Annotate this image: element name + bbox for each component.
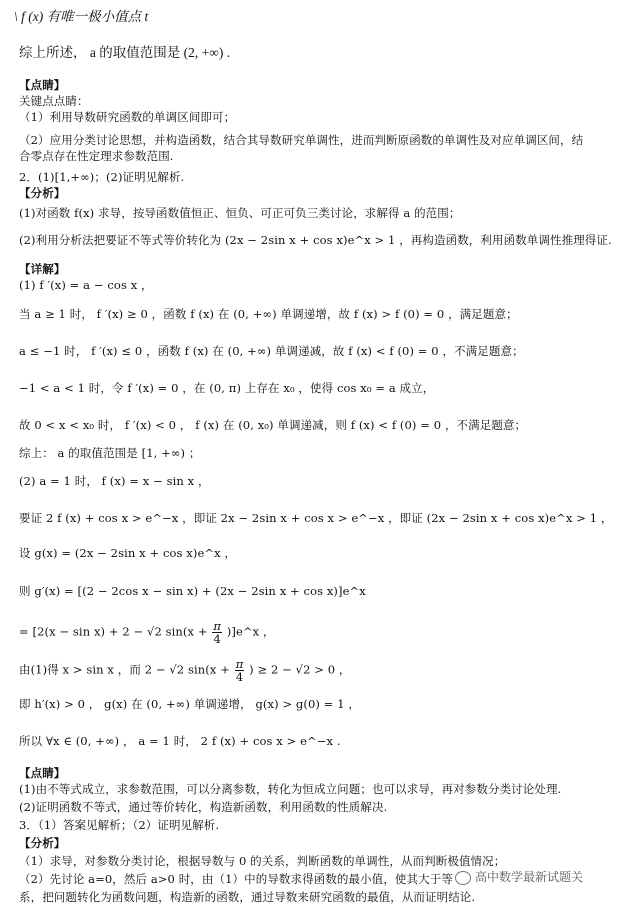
fraction-numerator: π [235, 657, 244, 671]
section-heading: 【点睛】 [19, 78, 66, 92]
equation-part: = [2(x − sin x) + 2 − √2 sin(x + [19, 624, 208, 639]
text-line: （2）应用分类讨论思想，并构造函数，结合其导数研究单调性，进而判断原函数的单调性及对应单调区间，结 [19, 133, 584, 147]
text-line: 当 a ≥ 1 时， f ′(x) ≥ 0 ，函数 f (x) 在 (0, +∞) 单调递增，故 f (x) > f (0) = 0 ，满足题意； [19, 307, 518, 321]
wechat-icon [455, 871, 471, 885]
text-line: 所以 ∀x ∈ (0, +∞) ， a = 1 时， 2 f (x) + cos x > e^−x . [19, 734, 341, 748]
question-answer: 3．（1）答案见解析；（2）证明见解析. [19, 818, 220, 832]
text-line: (2) a = 1 时， f (x) = x − sin x ， [19, 474, 210, 488]
text-line: 关键点点睛： [19, 94, 89, 108]
equation-part: ) ≥ 2 − √2 > 0 ， [249, 662, 351, 677]
section-heading: 【分析】 [19, 186, 66, 200]
text-line: 综上所述， a 的取值范围是 (2, +∞) . [19, 45, 231, 60]
fraction-numerator: π [213, 619, 222, 633]
fraction [212, 620, 222, 645]
text-line: \ f (x) 有唯一极小值点 t [14, 9, 149, 24]
fraction-denominator: 4 [213, 632, 221, 646]
text-line [19, 658, 636, 683]
text-line: −1 < a < 1 时，令 f ′(x) = 0 ，在 (0, π) 上存在 x₀ ，使得 cos x₀ = a 成立， [19, 381, 435, 395]
text-line: a ≤ −1 时， f ′(x) ≤ 0 ，函数 f (x) 在 (0, +∞) 单调递减，故 f (x) < f (0) = 0 ，不满足题意； [19, 344, 524, 358]
equation-part: 由(1)得 x > sin x ，而 2 − √2 sin(x + [19, 662, 230, 677]
question-answer: 2．(1)[1,+∞)；(2)证明见解析. [19, 170, 185, 184]
text-line: （2）先讨论 a=0，然后 a>0 时，由（1）中的导数求得函数的最小值，使其大于等 [19, 872, 453, 886]
section-heading: 【点睛】 [19, 766, 66, 780]
watermark [455, 868, 583, 885]
fraction-denominator: 4 [235, 670, 244, 684]
text-line: 系，把问题转化为函数问题，构造新的函数，通过导数来研究函数的最值，从而证明结论. [19, 890, 476, 904]
text-line: 故 0 < x < x₀ 时， f ′(x) < 0 ， f (x) 在 (0, x₀) 单调递减，则 f (x) < f (0) = 0 ，不满足题意； [19, 418, 527, 432]
text-line: 则 g′(x) = [(2 − 2cos x − sin x) + (2x − 2sin x + cos x)]e^x [19, 584, 366, 598]
section-heading: 【分析】 [19, 836, 66, 850]
section-heading: 【详解】 [19, 262, 66, 276]
text-line: (1)对函数 f(x) 求导，按导函数值恒正、恒负、可正可负三类讨论，求解得 a 的范围； [19, 206, 461, 220]
text-line: 综上： a 的取值范围是 [1, +∞) ； [19, 446, 201, 460]
text-line: 合零点存在性定理求参数范围. [19, 149, 174, 163]
text-line: 要证 2 f (x) + cos x > e^−x ，即证 2x − 2sin x + cos x > e^−x ，即证 (2x − 2sin x + cos x)e^x > 1 ， [19, 511, 613, 525]
equation-part: )]e^x ， [226, 624, 275, 639]
text-line: (1)由不等式成立，求参数范围，可以分离参数，转化为恒成立问题；也可以求导，再对参数分类讨论处理. [19, 782, 562, 796]
text-line: (1) f ′(x) = a − cos x ， [19, 278, 153, 292]
text-line: （1）利用导数研究函数的单调区间即可； [19, 110, 236, 124]
fraction [235, 658, 245, 683]
text-line: 即 h′(x) > 0 ， g(x) 在 (0, +∞) 单调递增， g(x) > g(0) = 1 ， [19, 697, 361, 711]
text-line: （1）求导，对参数分类讨论，根据导数与 0 的关系，判断函数的单调性，从而判断极值情况； [19, 854, 506, 868]
text-line: (2)利用分析法把要证不等式等价转化为 (2x − 2sin x + cos x)e^x > 1 ，再构造函数，利用函数单调性推理得证. [19, 233, 612, 247]
watermark-text: 高中数学最新试题关 [475, 870, 584, 884]
text-line [19, 620, 636, 645]
text-line: 设 g(x) = (2x − 2sin x + cos x)e^x ， [19, 546, 237, 560]
text-line: (2)证明函数不等式，通过等价转化，构造新函数，利用函数的性质解决. [19, 800, 388, 814]
